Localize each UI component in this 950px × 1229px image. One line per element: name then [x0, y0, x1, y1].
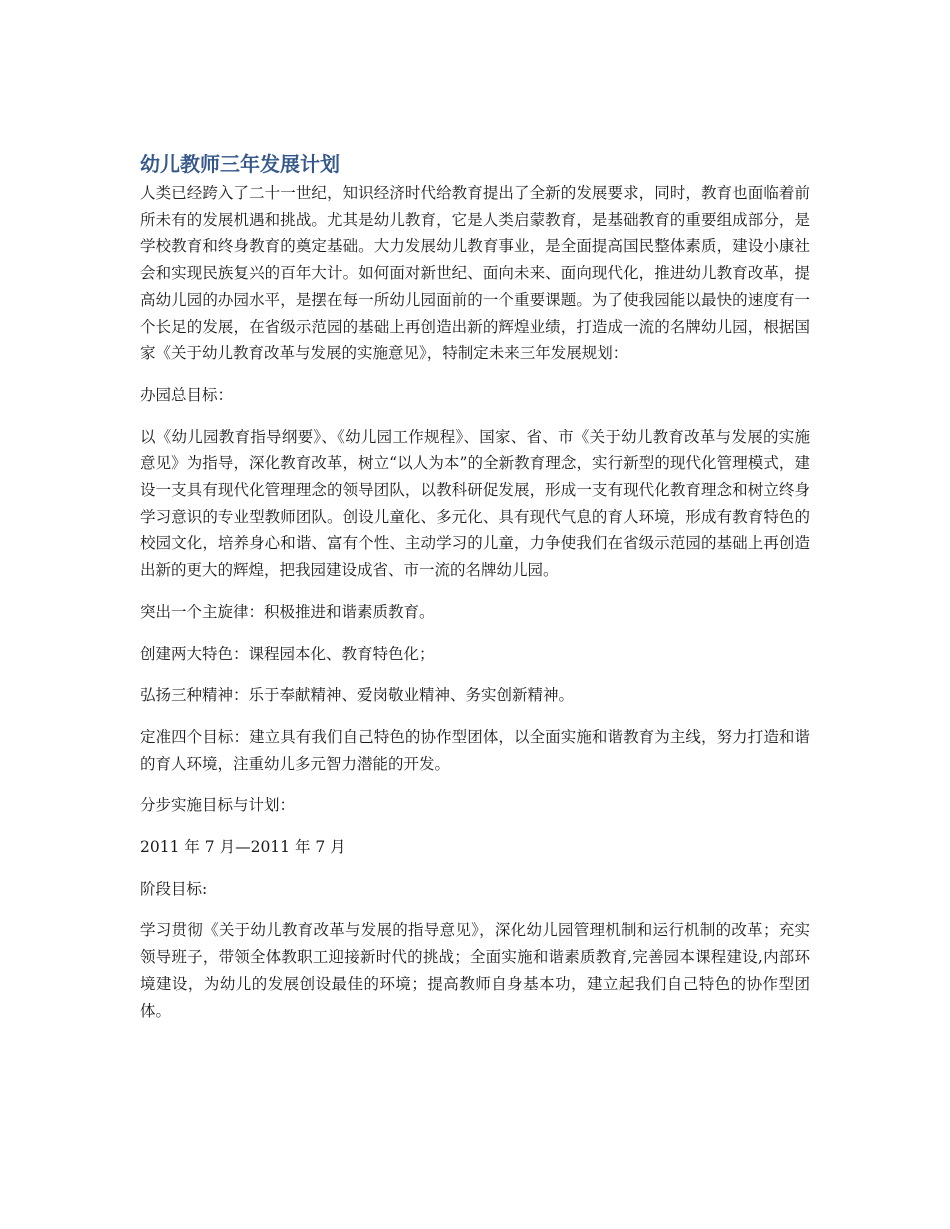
paragraph-phased-plan-heading: 分步实施目标与计划：: [140, 796, 296, 815]
document-title: 幼儿教师三年发展计划: [140, 152, 340, 176]
paragraph-main-theme: 突出一个主旋律：积极推进和谐素质教育。: [140, 602, 435, 621]
paragraph-four-goals: 定准四个目标：建立具有我们自己特色的协作型团体，以全面实施和谐教育为主线，努力打造和谐的育人环境，注重幼儿多元智力潜能的开发。: [140, 727, 810, 773]
paragraph-date-range: 2011 年 7 月—2011 年 7 月: [140, 838, 346, 857]
paragraph-stage-goal: 学习贯彻《关于幼儿教育改革与发展的指导意见》，深化幼儿园管理机制和运行机制的改革；充实领导班子，带领全体教职工迎接新时代的挑战；全面实施和谐素质教育,完善园本课程建设,内部环境建设，为幼儿的发展创设最佳的环境；提高教师自身基本功，建立起我们自己特色的协作型团体。: [140, 921, 810, 1020]
document-page: [140, 150, 810, 1039]
paragraph-three-spirits: 弘扬三种精神：乐于奉献精神、爱岗敬业精神、务实创新精神。: [140, 686, 575, 705]
paragraph-overall-goal: 以《幼儿园教育指导纲要》、《幼儿园工作规程》、国家、省、市《关于幼儿教育改革与发展的实施意见》为指导，深化教育改革，树立“以人为本”的全新教育理念，实行新型的现代化管理模式，建设一支具有现代化管理理念的领导团队，以教科研促发展，形成一支有现代化教育理念和树立终身学习意识的专业型教师团队。创设儿童化、多元化、具有现代气息的育人环境，形成有教育特色的校园文化，培养身心和谐、富有个性、主动学习的儿童，力争使我们在省级示范园的基础上再创造出新的更大的辉煌，把我园建设成省、市一流的名牌幼儿园。: [140, 427, 810, 580]
paragraph-stage-goal-heading: 阶段目标:: [140, 879, 208, 898]
paragraph-intro: 人类已经跨入了二十一世纪，知识经济时代给教育提出了全新的发展要求，同时，教育也面临着前所未有的发展机遇和挑战。尤其是幼儿教育，它是人类启蒙教育，是基础教育的重要组成部分，是学校教育和终身教育的奠定基础。大力发展幼儿教育事业，是全面提高国民整体素质，建设小康社会和实现民族复兴的百年大计。如何面对新世纪、面向未来、面向现代化，推进幼儿教育改革，提高幼儿园的办园水平，是摆在每一所幼儿园面前的一个重要课题。为了使我园能以最快的速度有一个长足的发展，在省级示范园的基础上再创造出新的辉煌业绩，打造成一流的名牌幼儿园，根据国家《关于幼儿教育改革与发展的实施意见》，特制定未来三年发展规划：: [140, 184, 810, 363]
paragraph-two-features: 创建两大特色：课程园本化、教育特色化；: [140, 644, 435, 663]
paragraph-overall-goal-heading: 办园总目标：: [140, 385, 234, 404]
